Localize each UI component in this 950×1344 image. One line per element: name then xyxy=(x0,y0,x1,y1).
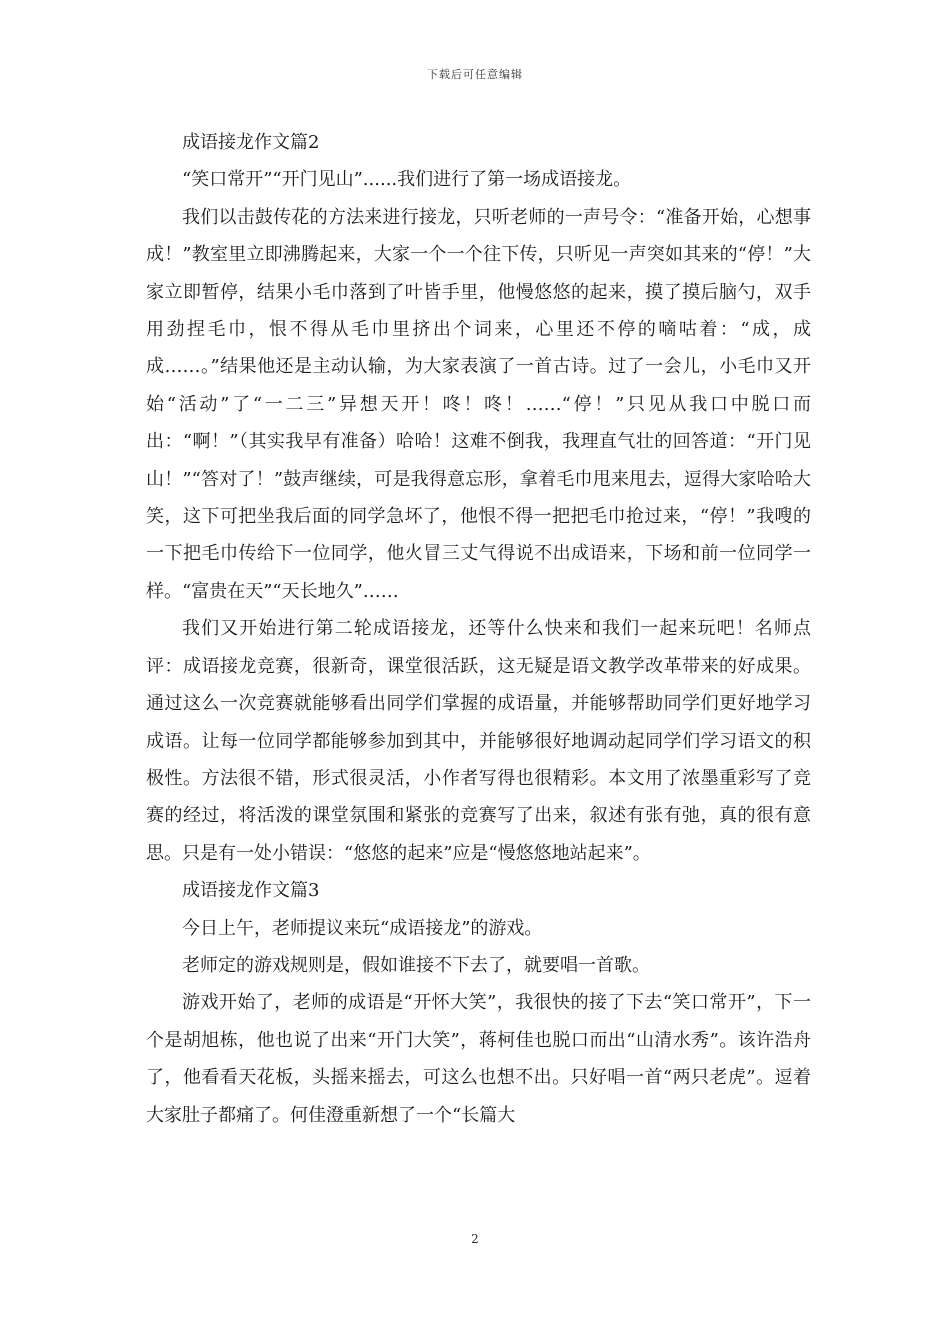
section-title: 成语接龙作文篇2 xyxy=(182,132,320,153)
paragraph: “笑口常开”“开门见山”......我们进行了第一场成语接龙。 xyxy=(182,169,632,191)
section-title: 成语接龙作文篇3 xyxy=(182,880,320,902)
page-header: 下载后可任意编辑 xyxy=(427,68,523,81)
paragraph: 今日上午，老师提议来玩“成语接龙”的游戏。 xyxy=(182,917,543,939)
document-body xyxy=(146,124,811,1134)
paragraph: 游戏开始了，老师的成语是“开怀大笑”，我很快的接了下去“笑口常开”，下一个是胡旭栋，他也说了出来“开门大笑”，蒋柯佳也脱口而出“山清水秀”。该许浩舟了，他看看天花板，头摇来摇去，可这么也想不出。只好唱一首“两只老虎”。逗着大家肚子都痛了。何佳澄重新想了一个“长篇大 xyxy=(146,992,811,1126)
page-number: 2 xyxy=(471,1232,479,1246)
paragraph: 我们又开始进行第二轮成语接龙，还等什么快来和我们一起来玩吧！名师点评：成语接龙竞赛，很新奇，课堂很活跃，这无疑是语文教学改革带来的好成果。通过这么一次竞赛就能够看出同学们掌握的成语量，并能够帮助同学们更好地学习成语。让每一位同学都能够参加到其中，并能够很好地调动起同学们学习语文的积极性。方法很不错，形式很灵活，小作者写得也很精彩。本文用了浓墨重彩写了竞赛的经过，将活泼的课堂氛围和紧张的竞赛写了出来，叙述有张有弛，真的很有意思。只是有一处小错误：“悠悠的起来”应是“慢悠悠地站起来”。 xyxy=(146,618,811,864)
paragraph: 老师定的游戏规则是，假如谁接不下去了，就要唱一首歌。 xyxy=(182,954,650,976)
paragraph: 我们以击鼓传花的方法来进行接龙，只听老师的一声号令：“准备开始，心想事成！”教室里立即沸腾起来，大家一个一个往下传，只听见一声突如其来的“停！”大家立即暂停，结果小毛巾落到了叶皆手里，他慢悠悠的起来，摸了摸后脑勺，双手用劲捏毛巾，恨不得从毛巾里挤出个词来，心里还不停的嘀咕着：“成，成成……。”结果他还是主动认输，为大家表演了一首古诗。过了一会儿，小毛巾又开始“活动”了“一二三”异想天开！咚！咚！……“停！”只见从我口中脱口而出：“啊！”（其实我早有准备）哈哈！这难不倒我，我理直气壮的回答道：“开门见山！”“答对了！”鼓声继续，可是我得意忘形，拿着毛巾甩来甩去，逗得大家哈哈大笑，这下可把坐我后面的同学急坏了，他恨不得一把把毛巾抢过来，“停！”我嗖的一下把毛巾传给下一位同学，他火冒三丈气得说不出成语来，下场和前一位同学一样。“富贵在天”“天长地久”…… xyxy=(146,206,811,602)
